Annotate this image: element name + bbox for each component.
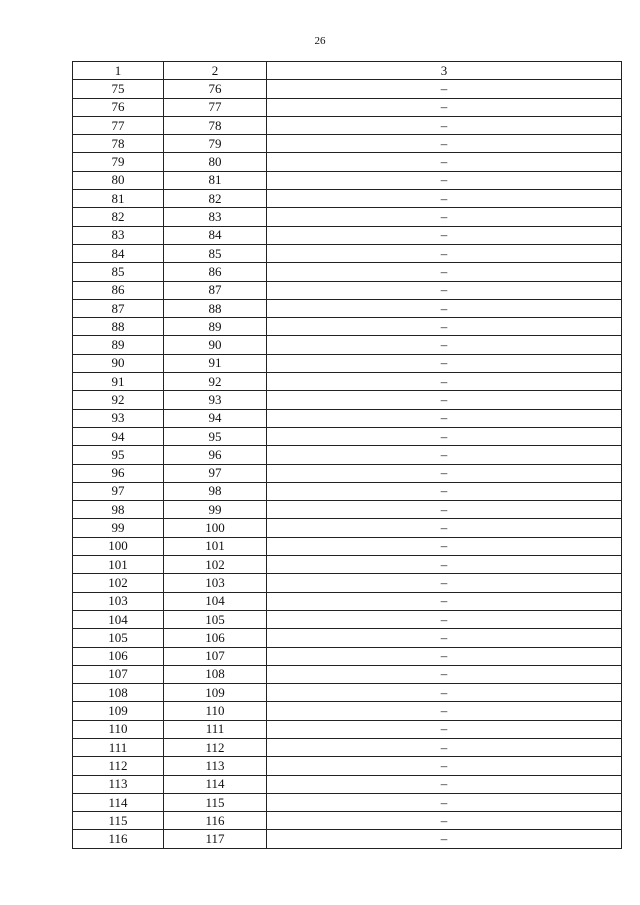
table-cell-col-1: 89: [73, 336, 164, 354]
table-row: [73, 592, 622, 610]
table-row: [73, 629, 622, 647]
table-row: [73, 226, 622, 244]
table-cell-col-3: –: [267, 135, 622, 153]
table-cell-col-1: 114: [73, 793, 164, 811]
table-cell-col-1: 112: [73, 757, 164, 775]
table-cell-col-1: 76: [73, 98, 164, 116]
table-cell-col-2: 95: [164, 427, 267, 445]
table-row: [73, 391, 622, 409]
table-cell-col-2: 99: [164, 501, 267, 519]
table-cell-col-3: –: [267, 409, 622, 427]
table-row: [73, 373, 622, 391]
table-cell-col-2: 93: [164, 391, 267, 409]
table-cell-col-2: 79: [164, 135, 267, 153]
table-row: [73, 171, 622, 189]
table-cell-col-1: 99: [73, 519, 164, 537]
table-row: [73, 537, 622, 555]
table-cell-col-1: 103: [73, 592, 164, 610]
table-cell-col-1: 90: [73, 354, 164, 372]
table-row: [73, 208, 622, 226]
table-cell-col-3: –: [267, 263, 622, 281]
table-cell-col-3: –: [267, 354, 622, 372]
table-cell-col-1: 85: [73, 263, 164, 281]
table-row: [73, 446, 622, 464]
table-cell-col-1: 97: [73, 482, 164, 500]
table-cell-col-1: 84: [73, 244, 164, 262]
table-row: [73, 190, 622, 208]
table-cell-col-3: –: [267, 830, 622, 848]
table-cell-col-2: 80: [164, 153, 267, 171]
table-body: [73, 80, 622, 848]
table-cell-col-2: 88: [164, 299, 267, 317]
table-cell-col-1: 94: [73, 427, 164, 445]
table-cell-col-3: –: [267, 592, 622, 610]
table-cell-col-3: –: [267, 226, 622, 244]
table-cell-col-2: 82: [164, 190, 267, 208]
table-cell-col-1: 107: [73, 665, 164, 683]
table-cell-col-1: 86: [73, 281, 164, 299]
table-cell-col-2: 94: [164, 409, 267, 427]
table-row: [73, 647, 622, 665]
table-cell-col-3: –: [267, 610, 622, 628]
table-cell-col-1: 106: [73, 647, 164, 665]
table-cell-col-2: 112: [164, 738, 267, 756]
data-table: [72, 61, 622, 849]
table-cell-col-3: –: [267, 464, 622, 482]
table-cell-col-1: 110: [73, 720, 164, 738]
table-cell-col-1: 82: [73, 208, 164, 226]
table-cell-col-3: –: [267, 153, 622, 171]
table-cell-col-3: –: [267, 738, 622, 756]
table-cell-col-3: –: [267, 702, 622, 720]
table-row: [73, 793, 622, 811]
table-row: [73, 318, 622, 336]
table-header: [73, 62, 622, 80]
table-cell-col-2: 113: [164, 757, 267, 775]
table-row: [73, 830, 622, 848]
table-cell-col-1: 95: [73, 446, 164, 464]
table-cell-col-1: 80: [73, 171, 164, 189]
table-cell-col-1: 87: [73, 299, 164, 317]
table-cell-col-3: –: [267, 98, 622, 116]
table-row: [73, 354, 622, 372]
table-row: [73, 135, 622, 153]
table-cell-col-2: 92: [164, 373, 267, 391]
table-row: [73, 244, 622, 262]
table-row: [73, 427, 622, 445]
table-cell-col-2: 110: [164, 702, 267, 720]
table-cell-col-3: –: [267, 684, 622, 702]
page-number: 26: [314, 35, 326, 47]
column-header-3: 3: [267, 62, 622, 80]
table-cell-col-1: 115: [73, 812, 164, 830]
table-cell-col-3: –: [267, 812, 622, 830]
table-cell-col-2: 87: [164, 281, 267, 299]
table-cell-col-1: 92: [73, 391, 164, 409]
table-cell-col-3: –: [267, 482, 622, 500]
table-row: [73, 812, 622, 830]
table-row: [73, 720, 622, 738]
table-cell-col-2: 102: [164, 556, 267, 574]
table-cell-col-1: 98: [73, 501, 164, 519]
table-cell-col-3: –: [267, 208, 622, 226]
table-cell-col-3: –: [267, 501, 622, 519]
table-row: [73, 501, 622, 519]
table-cell-col-2: 83: [164, 208, 267, 226]
table-cell-col-1: 111: [73, 738, 164, 756]
table-cell-col-3: –: [267, 537, 622, 555]
table-row: [73, 98, 622, 116]
table-cell-col-2: 117: [164, 830, 267, 848]
table-cell-col-1: 100: [73, 537, 164, 555]
table-cell-col-3: –: [267, 80, 622, 98]
table-cell-col-3: –: [267, 427, 622, 445]
table-cell-col-3: –: [267, 757, 622, 775]
table-row: [73, 684, 622, 702]
table-row: [73, 299, 622, 317]
table-cell-col-3: –: [267, 574, 622, 592]
table-cell-col-1: 91: [73, 373, 164, 391]
table-row: [73, 263, 622, 281]
table-row: [73, 80, 622, 98]
column-header-2: 2: [164, 62, 267, 80]
table-cell-col-1: 108: [73, 684, 164, 702]
table-row: [73, 775, 622, 793]
table-cell-col-3: –: [267, 629, 622, 647]
table-cell-col-1: 93: [73, 409, 164, 427]
column-header-1: 1: [73, 62, 164, 80]
table-row: [73, 556, 622, 574]
table-cell-col-2: 90: [164, 336, 267, 354]
table-cell-col-2: 101: [164, 537, 267, 555]
table-cell-col-1: 101: [73, 556, 164, 574]
table-cell-col-1: 79: [73, 153, 164, 171]
table-cell-col-1: 104: [73, 610, 164, 628]
table-cell-col-2: 96: [164, 446, 267, 464]
table-cell-col-3: –: [267, 244, 622, 262]
table-row: [73, 116, 622, 134]
table-row: [73, 519, 622, 537]
table-row: [73, 610, 622, 628]
table-cell-col-3: –: [267, 775, 622, 793]
table-cell-col-2: 100: [164, 519, 267, 537]
table-cell-col-2: 76: [164, 80, 267, 98]
table-cell-col-1: 116: [73, 830, 164, 848]
table-row: [73, 574, 622, 592]
table-cell-col-2: 77: [164, 98, 267, 116]
table-cell-col-2: 89: [164, 318, 267, 336]
table-cell-col-3: –: [267, 299, 622, 317]
table-row: [73, 281, 622, 299]
table-cell-col-3: –: [267, 665, 622, 683]
table-cell-col-3: –: [267, 446, 622, 464]
table-cell-col-2: 106: [164, 629, 267, 647]
table-cell-col-3: –: [267, 556, 622, 574]
table-cell-col-2: 109: [164, 684, 267, 702]
table-row: [73, 702, 622, 720]
table-cell-col-1: 75: [73, 80, 164, 98]
table-row: [73, 665, 622, 683]
table-row: [73, 757, 622, 775]
table-cell-col-2: 114: [164, 775, 267, 793]
table-row: [73, 153, 622, 171]
table-cell-col-3: –: [267, 171, 622, 189]
table-cell-col-1: 105: [73, 629, 164, 647]
table-cell-col-2: 86: [164, 263, 267, 281]
table-cell-col-2: 85: [164, 244, 267, 262]
table-cell-col-2: 115: [164, 793, 267, 811]
table-row: [73, 482, 622, 500]
table-header-row: [73, 62, 622, 80]
table-row: [73, 464, 622, 482]
table-cell-col-2: 107: [164, 647, 267, 665]
table-cell-col-1: 81: [73, 190, 164, 208]
table-cell-col-1: 83: [73, 226, 164, 244]
table-cell-col-1: 96: [73, 464, 164, 482]
table-cell-col-1: 109: [73, 702, 164, 720]
table-cell-col-1: 77: [73, 116, 164, 134]
table-cell-col-2: 91: [164, 354, 267, 372]
table-cell-col-2: 108: [164, 665, 267, 683]
table-cell-col-3: –: [267, 336, 622, 354]
table-cell-col-2: 97: [164, 464, 267, 482]
table-cell-col-2: 105: [164, 610, 267, 628]
table-row: [73, 336, 622, 354]
table-cell-col-1: 102: [73, 574, 164, 592]
table-cell-col-3: –: [267, 373, 622, 391]
table-cell-col-3: –: [267, 647, 622, 665]
table-cell-col-1: 88: [73, 318, 164, 336]
table-cell-col-2: 81: [164, 171, 267, 189]
table-cell-col-2: 111: [164, 720, 267, 738]
table-cell-col-2: 98: [164, 482, 267, 500]
table-cell-col-2: 104: [164, 592, 267, 610]
table-cell-col-1: 113: [73, 775, 164, 793]
table-cell-col-2: 116: [164, 812, 267, 830]
table-row: [73, 409, 622, 427]
table-cell-col-3: –: [267, 281, 622, 299]
table-cell-col-3: –: [267, 190, 622, 208]
table-cell-col-3: –: [267, 391, 622, 409]
table-cell-col-3: –: [267, 116, 622, 134]
table-row: [73, 738, 622, 756]
table-cell-col-3: –: [267, 720, 622, 738]
table-cell-col-2: 103: [164, 574, 267, 592]
table-cell-col-3: –: [267, 318, 622, 336]
table-cell-col-2: 84: [164, 226, 267, 244]
table-cell-col-3: –: [267, 519, 622, 537]
table-cell-col-1: 78: [73, 135, 164, 153]
table-cell-col-3: –: [267, 793, 622, 811]
table-cell-col-2: 78: [164, 116, 267, 134]
